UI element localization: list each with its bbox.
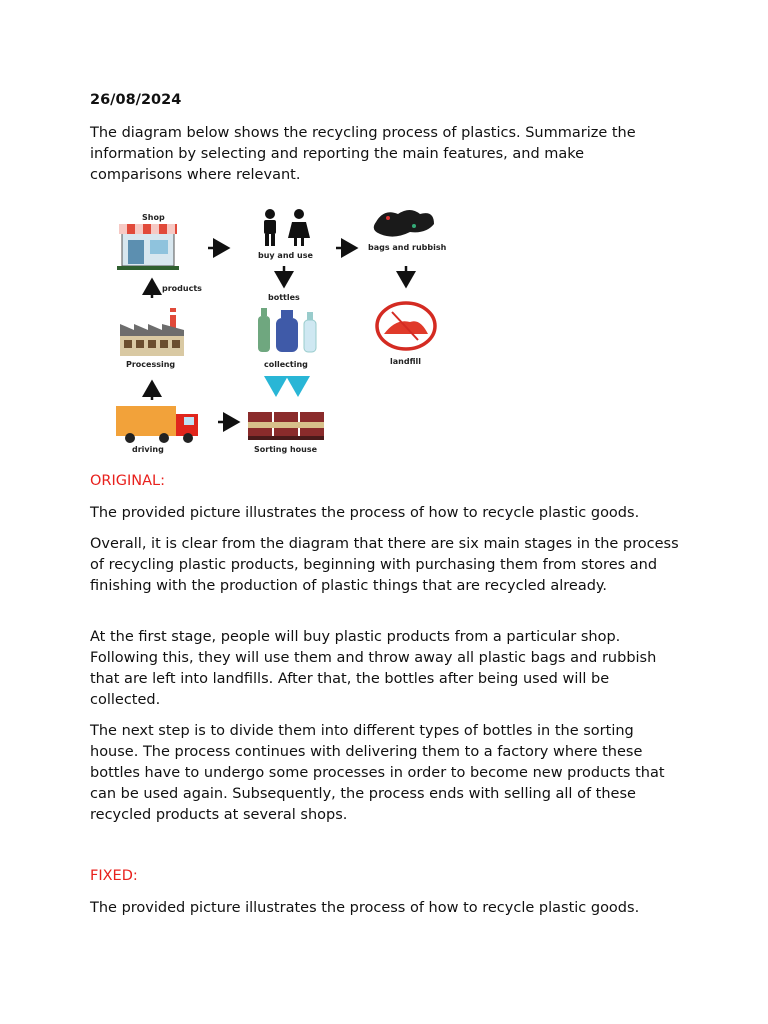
original-paragraph-2: Overall, it is clear from the diagram that there are six main stages in the process of recycling plastic products, beginning with purchasing them from stores and finishing with the production of plastic things that are recycled already. (90, 536, 679, 594)
fixed-paragraph-1: The provided picture illustrates the process of how to recycle plastic goods. (90, 900, 640, 916)
task-prompt: The diagram below shows the recycling process of plastics. Summarize the information by selecting and reporting the main features, and make comparisons where relevant. (90, 125, 636, 183)
label-bags-and-rubbish: bags and rubbish (368, 243, 447, 252)
label-shop: Shop (142, 213, 165, 222)
people-icon (264, 209, 310, 246)
rubbish-bags-icon (374, 210, 434, 237)
original-paragraph-3: At the first stage, people will buy plastic products from a particular shop. Following this, they will use them and throw away all plastic bags and rubbish that are left into landfills. After that, the bottles after being used will be collected. (90, 629, 657, 708)
label-buy-and-use: buy and use (258, 251, 313, 260)
label-landfill: landfill (390, 357, 421, 366)
fixed-heading: FIXED: (90, 868, 138, 884)
original-heading: ORIGINAL: (90, 473, 166, 489)
landfill-icon (377, 303, 435, 349)
label-collecting: collecting (264, 360, 308, 369)
original-paragraph-4: The next step is to divide them into different types of bottles in the sorting house. The process continues with delivering them to a factory where these bottles have to undergo some processes in order to become new products that can be used again. Subsequently, the process ends with selling all of these recycled products at several shops. (90, 723, 665, 823)
document-date: 26/08/2024 (90, 92, 182, 108)
original-paragraph-1: The provided picture illustrates the process of how to recycle plastic goods. (90, 505, 640, 521)
label-products: products (162, 284, 202, 293)
shop-icon (117, 224, 179, 270)
sorting-house-icon (248, 412, 324, 440)
label-processing: Processing (126, 360, 176, 369)
recycling-diagram (114, 200, 464, 462)
label-bottles: bottles (268, 293, 300, 302)
truck-icon (116, 406, 198, 443)
factory-icon (120, 308, 184, 356)
label-driving: driving (132, 445, 164, 454)
bottles-icon (258, 308, 316, 352)
label-sorting-house: Sorting house (254, 445, 318, 454)
